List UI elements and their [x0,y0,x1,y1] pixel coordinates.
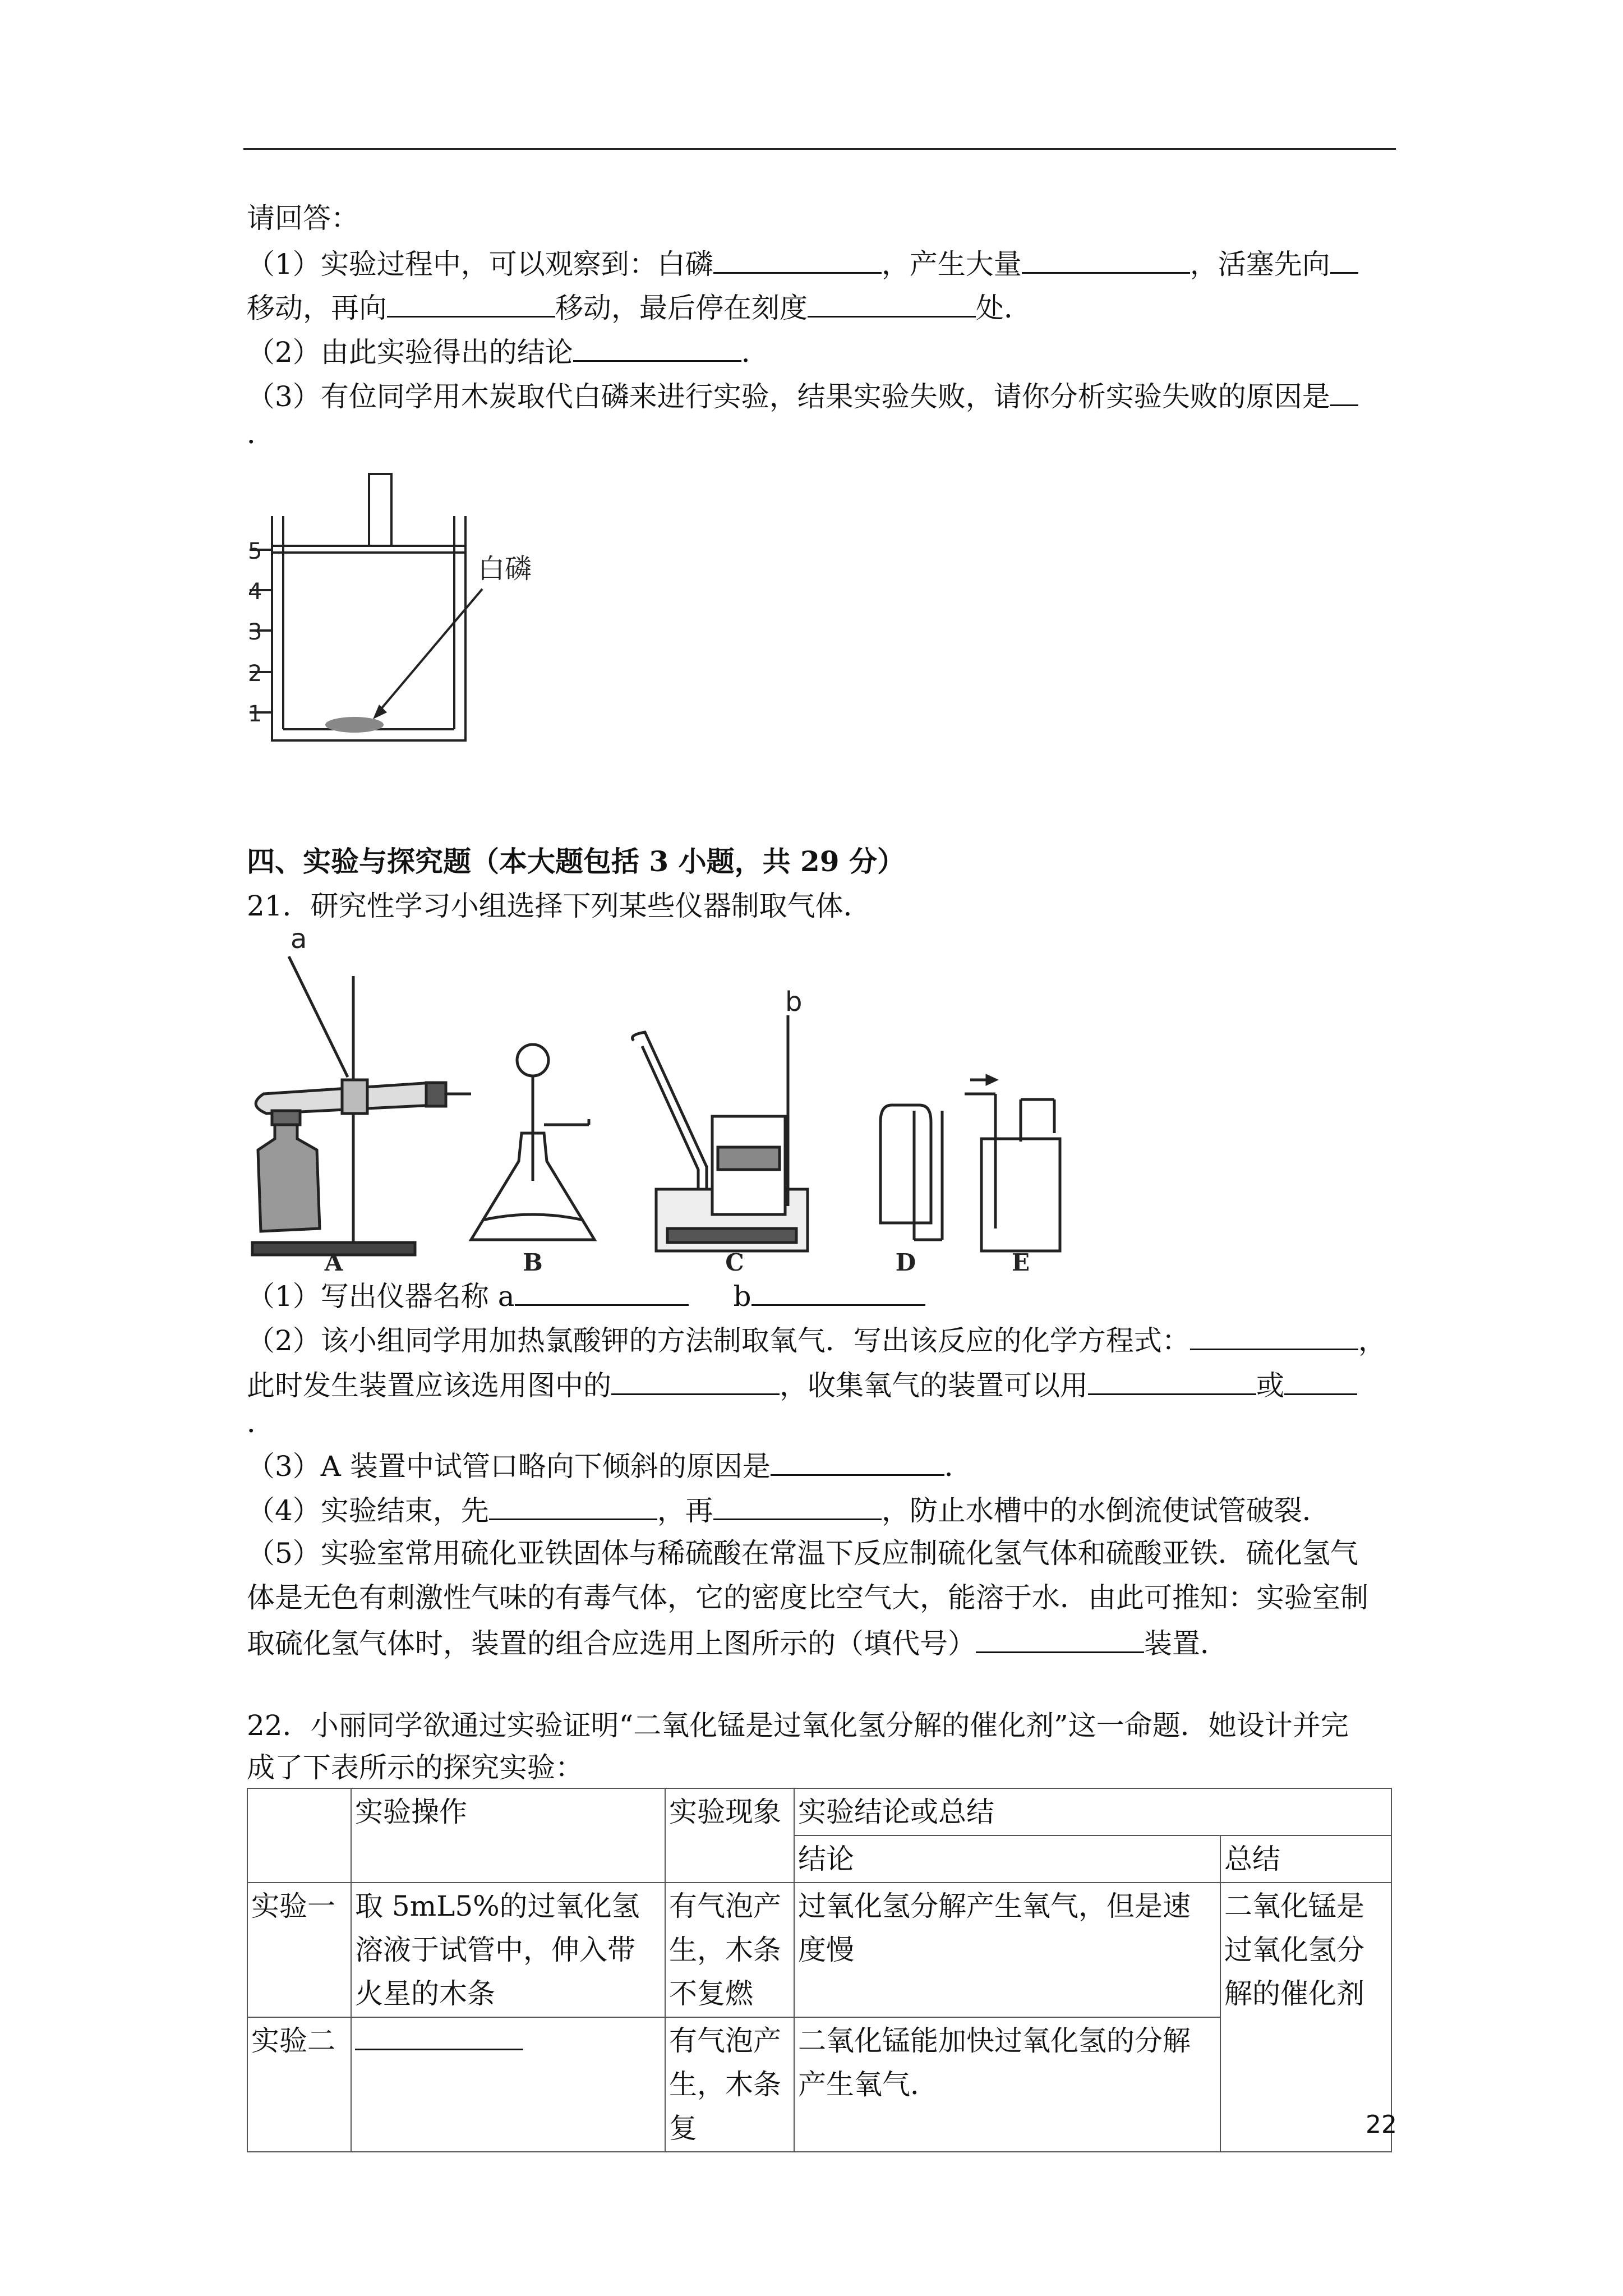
answer-blank[interactable] [1330,376,1358,406]
question-2: （2）由此实验得出的结论 ． [247,332,769,371]
answer-blank[interactable] [515,1276,689,1306]
answer-blank[interactable] [713,244,882,274]
table-header-row [247,1788,1391,1835]
apparatus-e [965,1076,1060,1251]
answer-blank[interactable] [611,1365,780,1395]
answer-blank[interactable] [489,1490,657,1520]
row-operation: 取 5mL5%的过氧化氢溶液于试管中，伸入带火星的木条 [351,1883,665,2017]
apparatus-label: C [725,1249,744,1276]
tick-label: 5 [248,539,262,564]
question-1-line-2: 移动，再向 移动，最后停在刻度 处． [247,288,1032,326]
answer-blank[interactable] [1088,1365,1256,1395]
question-3: （3）有位同学用木炭取代白磷来进行实验，结果实验失败，请你分析实验失败的原因是 [247,376,1358,415]
phosphorus-sample [325,717,384,733]
question-3-end: ． [247,417,275,450]
q21-part-5-line-2: 体是无色有刺激性气味的有毒气体，它的密度比空气大，能溶于水．由此可推知：实验室制 [247,1581,1368,1614]
q21-part-5-line-3: 取硫化氢气体时，装置的组合应选用上图所示的（填代号） 装置． [247,1623,1228,1662]
answer-blank[interactable] [1284,1365,1357,1395]
section-heading: 四、实验与探究题（本大题包括 3 小题，共 29 分） [247,845,905,878]
row-name: 实验一 [247,1883,351,2017]
table-header-phenomenon: 实验现象 [665,1788,794,1883]
phosphorus-cylinder-figure [236,466,550,780]
q21-part-2-end: ． [247,1406,275,1439]
table-subheader-conclusion: 结论 [794,1835,1220,1883]
row-conclusion: 过氧化氢分解产生氧气，但是速度慢 [794,1883,1220,2017]
question-21-stem: 21．研究性学习小组选择下列某些仪器制取气体． [247,890,872,922]
answer-blank[interactable] [573,332,741,362]
q21-part-1: （1）写出仪器名称 a b [247,1276,925,1315]
apparatus-a [252,956,471,1255]
apparatus-b [471,1045,594,1240]
apparatus-label: A [324,1249,343,1276]
answer-blank[interactable] [771,1446,944,1476]
tick-label: 2 [248,661,262,687]
answer-blank[interactable] [808,288,976,318]
row-name: 实验二 [247,2017,351,2152]
q21-part-4: （4）实验结束，先 ，再 ，防止水槽中的水倒流使试管破裂． [247,1490,1330,1529]
row-phenomenon: 有气泡产生，木条不复燃 [665,1883,794,2017]
apparatus-label: D [895,1249,916,1276]
table-row [247,1883,1391,2017]
intro-text: 请回答： [247,202,359,234]
table-row [247,2017,1391,2152]
answer-blank[interactable] [976,1623,1144,1653]
q22-line-2: 成了下表所示的探究实验： [247,1751,583,1784]
experiment-table [247,1788,1392,2152]
phosphorus-label: 白磷 [478,553,532,585]
answer-blank[interactable] [713,1490,882,1520]
tick-label: 4 [248,579,262,605]
answer-blank[interactable] [387,288,555,318]
row-conclusion: 二氧化锰能加快过氧化氢的分解产生氧气． [794,2017,1220,2152]
table-header-op: 实验操作 [351,1788,665,1883]
apparatus-label: E [1011,1249,1030,1276]
q22-line-1: 22．小丽同学欲通过实验证明“二氧化锰是过氧化氢分解的催化剂”这一命题．她设计并完 [247,1709,1349,1742]
answer-blank[interactable] [1190,1320,1358,1350]
header-rule [243,148,1396,150]
label-a: a [291,926,307,955]
question-1-line-1: （1）实验过程中，可以观察到：白磷 ，产生大量 ，活塞先向 [247,244,1358,283]
answer-blank[interactable] [1022,244,1190,274]
row-summary: 二氧化锰是过氧化氢分解的催化剂 [1220,1883,1391,2152]
apparatus-c [633,1015,808,1251]
answer-blank[interactable] [1330,244,1358,274]
row-operation [351,2017,665,2152]
q21-part-5-line-1: （5）实验室常用硫化亚铁固体与稀硫酸在常温下反应制硫化氢气体和硫酸亚铁．硫化氢气 [247,1537,1358,1570]
table-subheader-summary: 总结 [1220,1835,1391,1883]
label-b: b [785,986,803,1018]
page-number: 22 [1366,2110,1397,2139]
answer-blank[interactable] [751,1276,925,1306]
apparatus-label: B [523,1249,543,1276]
table-header-conclusion: 实验结论或总结 [794,1788,1391,1835]
q21-part-2-line-2: 此时发生装置应该选用图中的 ，收集氧气的装置可以用 或 [247,1365,1357,1404]
cylinder-wall [272,516,465,740]
apparatus-figure [241,926,1138,1279]
apparatus-d [880,1105,942,1240]
q21-part-3: （3）A 装置中试管口略向下倾斜的原因是 ． [247,1446,972,1485]
table-cell [247,1788,351,1883]
answer-blank[interactable] [355,2021,523,2050]
row-phenomenon: 有气泡产生，木条复 [665,2017,794,2152]
tick-label: 1 [248,701,262,727]
q21-part-2-line-1: （2）该小组同学用加热氯酸钾的方法制取氧气．写出该反应的化学方程式： ， [247,1320,1386,1359]
piston-rod [369,474,391,546]
tick-label: 3 [248,619,262,645]
